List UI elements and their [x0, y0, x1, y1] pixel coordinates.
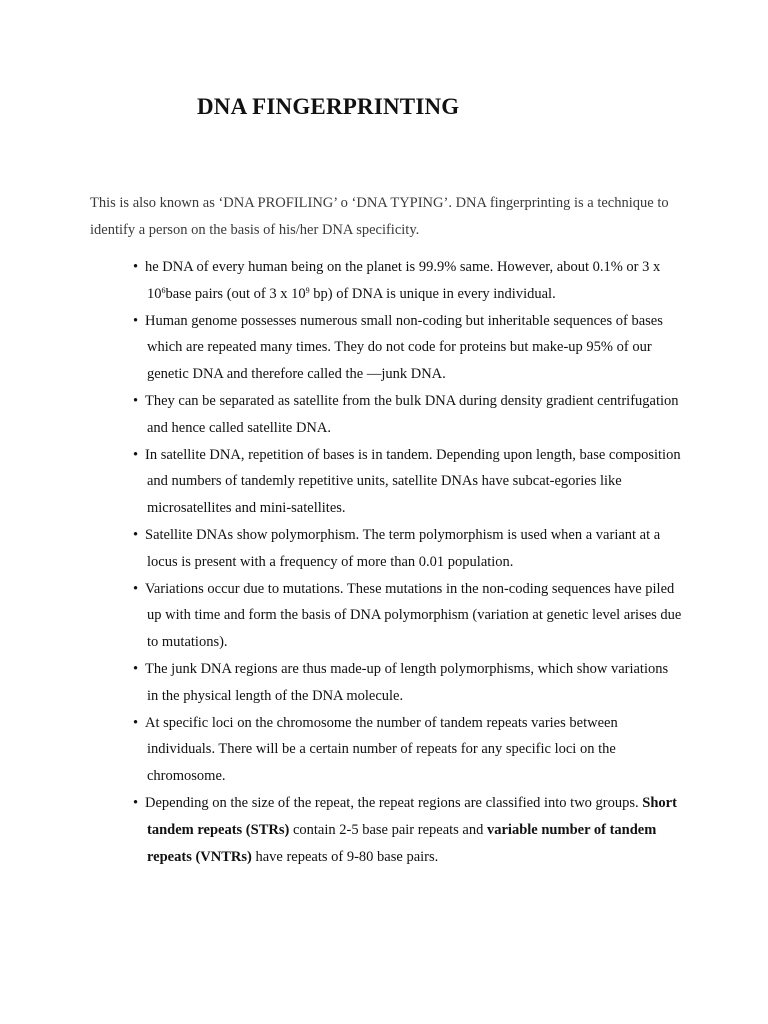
bullet-text: Variations occur due to mutations. These mutations in the non-coding sequences have piled up with time and form the basis of DNA polymorphism (variation at genetic level arises due to mutations). [145, 580, 682, 651]
bullet-text: he DNA of every human being on the planet is 99.9% same. However, about 0.1% or 3 x 10 [145, 259, 661, 302]
superscript: 9 [305, 285, 310, 295]
bullet-text: have repeats of 9-80 base pairs. [251, 848, 439, 865]
bullet-icon: • [133, 446, 139, 463]
list-item [122, 656, 682, 710]
bullet-text: Depending on the size of the repeat, the repeat regions are classified into two groups. [145, 794, 643, 811]
bullet-icon: • [133, 660, 139, 677]
bullet-text: Human genome possesses numerous small non-coding but inheritable sequences of bases which are repeated many times. They do not code for proteins but make-up 95% of our genetic DNA and therefore called the —junk DNA. [145, 312, 663, 383]
intro-paragraph: This is also known as ‘DNA PROFILING’ o ‘DNA TYPING’. DNA fingerprinting is a technique to identify a person on the basis of his/her DNA specificity. [90, 195, 669, 238]
bullet-text: The junk DNA regions are thus made-up of length polymorphisms, which show variations in the physical length of the DNA molecule. [145, 660, 669, 704]
list-item [122, 790, 682, 870]
list-item [122, 710, 682, 790]
page-title: DNA FINGERPRINTING [197, 94, 460, 119]
list-item [122, 522, 682, 576]
bullet-list [122, 254, 682, 870]
list-item [122, 388, 682, 442]
bold-term-strs: Short tandem repeats (STRs) [147, 794, 677, 838]
list-item [122, 308, 682, 388]
bullet-icon: • [133, 580, 139, 597]
bold-term-vntrs: variable number of tandem repeats (VNTRs) [147, 821, 657, 865]
bullet-text: They can be separated as satellite from the bulk DNA during density gradient centrifugation and hence called satellite DNA. [145, 392, 679, 436]
bullet-text: contain 2-5 base pair repeats and [289, 821, 487, 838]
bullet-icon: • [133, 794, 139, 811]
bullet-icon: • [133, 259, 139, 275]
list-item [122, 576, 682, 656]
bullet-text: Satellite DNAs show polymorphism. The term polymorphism is used when a variant at a locus is present with a frequency of more than 0.01 population. [145, 526, 661, 570]
bullet-text: At specific loci on the chromosome the number of tandem repeats varies between individuals. There will be a certain number of repeats for any specific loci on the chromosome. [145, 714, 618, 785]
bullet-icon: • [133, 714, 139, 731]
superscript: 6 [161, 285, 166, 295]
bullet-text: In satellite DNA, repetition of bases is in tandem. Depending upon length, base composition and numbers of tandemly repetitive units, satellite DNAs have subcat-egories like microsatellites and mini-satellites. [145, 446, 681, 517]
list-item [122, 254, 682, 308]
bullet-icon: • [133, 392, 139, 409]
bullet-icon: • [133, 312, 139, 329]
bullet-text: bp) of DNA is unique in every individual. [309, 285, 556, 302]
bullet-icon: • [133, 526, 139, 543]
list-item [122, 442, 682, 522]
bullet-text: base pairs (out of 3 x 10 [165, 285, 306, 302]
